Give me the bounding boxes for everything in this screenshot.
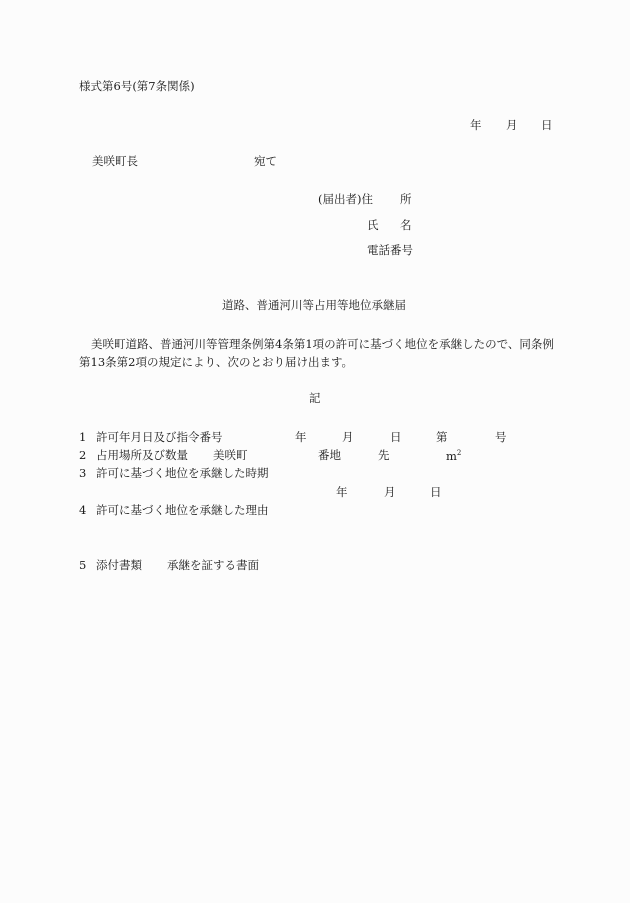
- item-date-year: 年: [336, 485, 348, 499]
- area-unit-sup: 2: [456, 449, 462, 457]
- item-number: 3: [79, 466, 87, 480]
- item-field-area-unit: [446, 450, 461, 462]
- item-number: 4: [79, 503, 87, 517]
- form-number: 様式第6号(第7条関係): [79, 79, 195, 93]
- body-paragraph: 美咲町道路、普通河川等管理条例第4条第1項の許可に基づく地位を承継したので、同条例第13条第2項の規定により、次のとおり届け出ます。: [79, 337, 554, 369]
- item-field-year: 年: [295, 430, 307, 444]
- item-label: 添付書類: [96, 558, 142, 572]
- addressee-suffix: 宛て: [254, 154, 277, 168]
- item-date-day: 日: [430, 485, 442, 499]
- item-field-go: 号: [495, 430, 507, 444]
- item-field-town: 美咲町: [213, 448, 248, 462]
- item-field-day: 日: [390, 430, 402, 444]
- item-field-banchi: 番地: [318, 448, 341, 462]
- item-label: 占用場所及び数量: [96, 448, 188, 462]
- area-unit-m: m: [446, 448, 457, 463]
- applicant-phone-label: 電話番号: [367, 243, 413, 257]
- item-number: 2: [79, 448, 87, 462]
- applicant-name-label-1: 氏: [367, 218, 379, 232]
- date-year-label: 年: [470, 118, 482, 132]
- applicant-address-label-2: 所: [400, 192, 412, 206]
- item-date-month: 月: [384, 485, 396, 499]
- date-month-label: 月: [506, 118, 518, 132]
- item-label: 許可に基づく地位を承継した時期: [96, 466, 269, 480]
- item-value: 承継を証する書面: [167, 558, 259, 572]
- item-field-month: 月: [342, 430, 354, 444]
- date-day-label: 日: [541, 118, 553, 132]
- item-label: 許可に基づく地位を承継した理由: [96, 503, 269, 517]
- applicant-name-label-2: 名: [400, 218, 412, 232]
- document-title: 道路、普通河川等占用等地位承継届: [222, 298, 406, 312]
- item-field-dai: 第: [436, 430, 448, 444]
- item-label: 許可年月日及び指令番号: [96, 430, 223, 444]
- item-number: 1: [79, 430, 87, 444]
- item-number: 5: [79, 558, 87, 572]
- item-field-saki: 先: [378, 448, 390, 462]
- applicant-address-label: (届出者)住: [318, 192, 373, 206]
- ki-heading: 記: [309, 391, 321, 405]
- addressee-name: 美咲町長: [92, 154, 138, 168]
